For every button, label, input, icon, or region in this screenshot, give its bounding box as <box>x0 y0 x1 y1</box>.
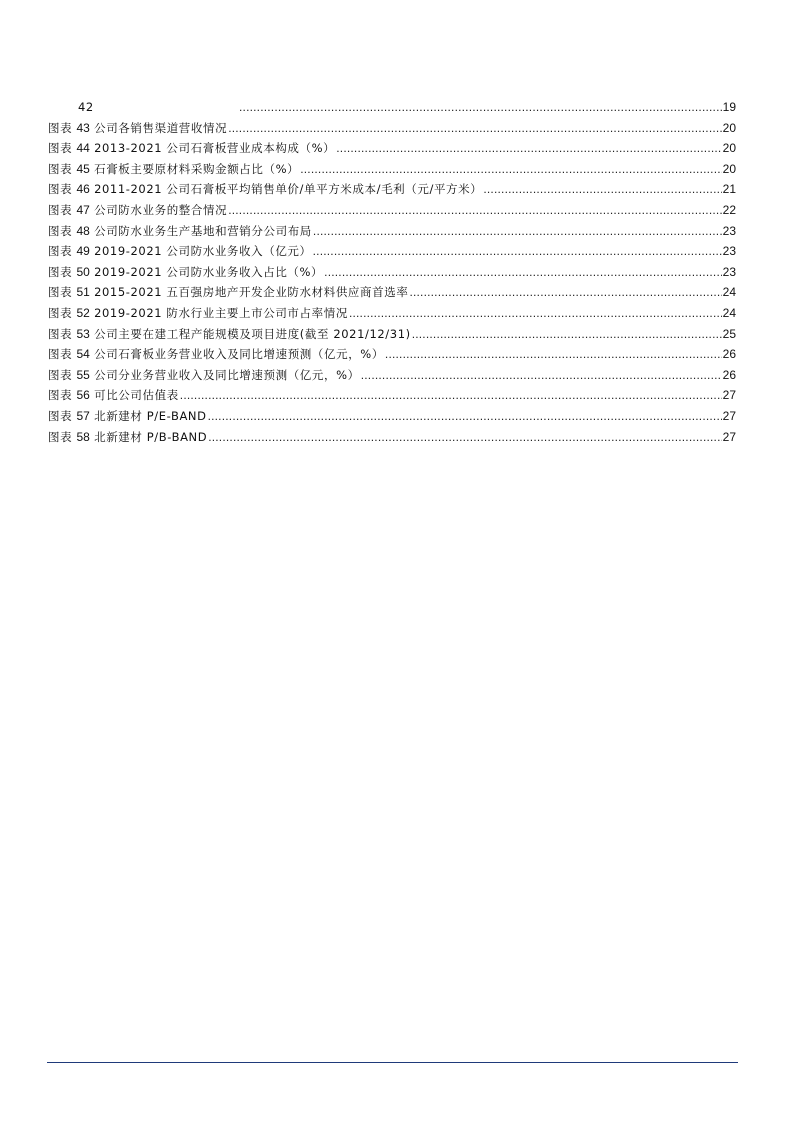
toc-leader-dots <box>313 221 722 242</box>
toc-entry-label <box>48 138 335 159</box>
toc-entry-title: 公司主要在建工程产能规模及项目进度(截至 2021/12/31) <box>94 326 411 341</box>
toc-entry-label <box>48 221 312 242</box>
toc-page-number: 26 <box>722 367 736 382</box>
toc-leader-dots <box>409 282 721 303</box>
toc-entry[interactable] <box>48 324 736 345</box>
toc-leader-dots <box>336 138 721 159</box>
toc-entry-number: 57 <box>76 408 90 423</box>
toc-page-number: 23 <box>722 264 736 279</box>
toc-entry-number: 54 <box>76 347 90 362</box>
toc-entry[interactable] <box>48 159 736 180</box>
toc-page-number: 22 <box>722 202 736 217</box>
toc-entry[interactable] <box>48 365 736 386</box>
toc-entry-title: 2015-2021 五百强房地产开发企业防水材料供应商首选率 <box>94 285 409 300</box>
footer-divider <box>47 1062 738 1063</box>
toc-entry-title: 2019-2021 防水行业主要上市公司市占率情况 <box>94 305 348 320</box>
toc-entry-number: 50 <box>76 264 90 279</box>
toc-entry-number: 55 <box>76 367 90 382</box>
toc-leader-dots <box>300 159 721 180</box>
toc-page-number: 27 <box>722 388 736 403</box>
toc-entry-prefix: 图表 <box>48 367 73 382</box>
toc-entry-prefix: 图表 <box>48 347 73 362</box>
toc-page-number: 27 <box>722 408 736 423</box>
toc-entry-prefix: 图表 <box>48 202 73 217</box>
toc-entry-title: 公司石膏板业务营业收入及同比增速预测（亿元，%） <box>94 347 384 362</box>
toc-entry[interactable] <box>48 303 736 324</box>
toc-entry-number: 46 <box>76 182 90 197</box>
toc-leader-dots <box>180 385 722 406</box>
toc-entry-prefix: 图表 <box>48 408 73 423</box>
toc-entry-label <box>48 303 348 324</box>
toc-entry-title: 公司各销售渠道营收情况 <box>94 120 228 135</box>
toc-entry-number: 51 <box>76 285 90 300</box>
toc-page-number: 21 <box>722 182 736 197</box>
toc-leader-dots <box>324 262 721 283</box>
toc-entry-prefix: 图表 <box>48 223 73 238</box>
toc-entry-title: 公司防水业务生产基地和营销分公司布局 <box>94 223 312 238</box>
toc-entry-label <box>48 427 207 448</box>
toc-leader-dots <box>313 241 722 262</box>
toc-entry-label <box>48 324 411 345</box>
toc-entry[interactable] <box>48 221 736 242</box>
toc-entry[interactable] <box>48 282 736 303</box>
toc-entry-title: 2011-2021 公司石膏板平均销售单价/单平方米成本/毛利（元/平方米） <box>94 182 483 197</box>
toc-entry-label <box>48 179 482 200</box>
toc-entry-title: 2019-2021 公司防水业务收入占比（%） <box>94 264 324 279</box>
toc-page-number: 27 <box>722 429 736 444</box>
toc-entry-label <box>48 282 408 303</box>
toc-entry-label <box>48 385 179 406</box>
toc-entry-title: 可比公司估值表 <box>94 388 179 403</box>
toc-entry-number: 56 <box>76 388 90 403</box>
toc-entry-prefix: 图表 <box>48 305 73 320</box>
toc-entry-prefix: 图表 <box>48 244 73 259</box>
toc-page-number: 23 <box>722 223 736 238</box>
toc-entry-label <box>48 344 384 365</box>
toc-leader-dots <box>361 365 722 386</box>
toc-entry-prefix: 图表 <box>48 264 73 279</box>
toc-entry-number: 48 <box>76 223 90 238</box>
toc-page-number: 25 <box>722 326 736 341</box>
toc-entry[interactable] <box>48 200 736 221</box>
toc-entry-prefix: 图表 <box>48 120 73 135</box>
toc-leader-dots <box>228 200 721 221</box>
toc-page-number: 20 <box>722 141 736 156</box>
toc-entry-number: 45 <box>76 161 90 176</box>
toc-page-number: 20 <box>722 161 736 176</box>
toc-entry-label <box>48 262 323 283</box>
toc-page-number: 24 <box>722 285 736 300</box>
toc-entry-number: 53 <box>76 326 90 341</box>
toc-entry-label <box>48 365 360 386</box>
toc-leader-dots <box>412 324 722 345</box>
toc-entry-title: 2019-2021 公司防水业务收入（亿元） <box>94 244 312 259</box>
toc-entry[interactable] <box>48 241 736 262</box>
toc-entry-title: 公司分业务营业收入及同比增速预测（亿元，%） <box>94 367 360 382</box>
toc-entry[interactable] <box>48 262 736 283</box>
toc-entry-label <box>48 118 227 139</box>
toc-entry[interactable] <box>48 427 736 448</box>
toc-entry[interactable] <box>48 118 736 139</box>
toc-entry-title: 石膏板主要原材料采购金额占比（%） <box>94 161 300 176</box>
toc-entry-label <box>48 159 299 180</box>
table-of-figures <box>48 97 736 447</box>
toc-entry-prefix: 图表 <box>48 388 73 403</box>
toc-entry-number: 44 <box>76 141 90 156</box>
toc-page-number: 20 <box>722 120 736 135</box>
toc-entry[interactable] <box>48 406 736 427</box>
toc-entry-title: 2013-2021 公司石膏板营业成本构成（%） <box>94 141 336 156</box>
toc-entry-number: 52 <box>76 305 90 320</box>
toc-leader-dots <box>239 97 722 118</box>
toc-entry-title: 公司防水业务的整合情况 <box>94 202 228 217</box>
toc-leader-dots <box>385 344 722 365</box>
toc-leader-dots <box>228 118 721 139</box>
toc-page-number: 24 <box>722 305 736 320</box>
toc-entry-prefix: 图表 <box>48 285 73 300</box>
toc-entry-prefix: 图表 <box>48 161 73 176</box>
toc-page-number: 23 <box>722 244 736 259</box>
toc-entry-number: 47 <box>76 202 90 217</box>
toc-continuation-text: 42 <box>78 100 94 114</box>
toc-entry-number: 49 <box>76 244 90 259</box>
toc-entry-prefix: 图表 <box>48 182 73 197</box>
toc-entry-number: 58 <box>76 429 90 444</box>
toc-entry-number: 43 <box>76 120 90 135</box>
toc-entry[interactable] <box>48 385 736 406</box>
toc-leader-dots <box>349 303 722 324</box>
toc-entry[interactable] <box>48 138 736 159</box>
toc-entry-title: 北新建材 P/E-BAND <box>94 408 207 423</box>
toc-entry-label <box>48 200 227 221</box>
toc-continuation-row[interactable] <box>48 97 736 118</box>
toc-leader-dots <box>208 406 722 427</box>
toc-leader-dots <box>483 179 721 200</box>
toc-entry-prefix: 图表 <box>48 429 73 444</box>
toc-entry-title: 北新建材 P/B-BAND <box>94 429 208 444</box>
toc-entry[interactable] <box>48 179 736 200</box>
toc-entry-label <box>48 241 312 262</box>
toc-leader-dots <box>208 427 721 448</box>
toc-entry-prefix: 图表 <box>48 326 73 341</box>
toc-entry-label <box>48 406 207 427</box>
toc-page-number: 26 <box>722 347 736 362</box>
toc-entry-prefix: 图表 <box>48 141 73 156</box>
toc-page-number: 19 <box>722 100 736 114</box>
toc-entry[interactable] <box>48 344 736 365</box>
